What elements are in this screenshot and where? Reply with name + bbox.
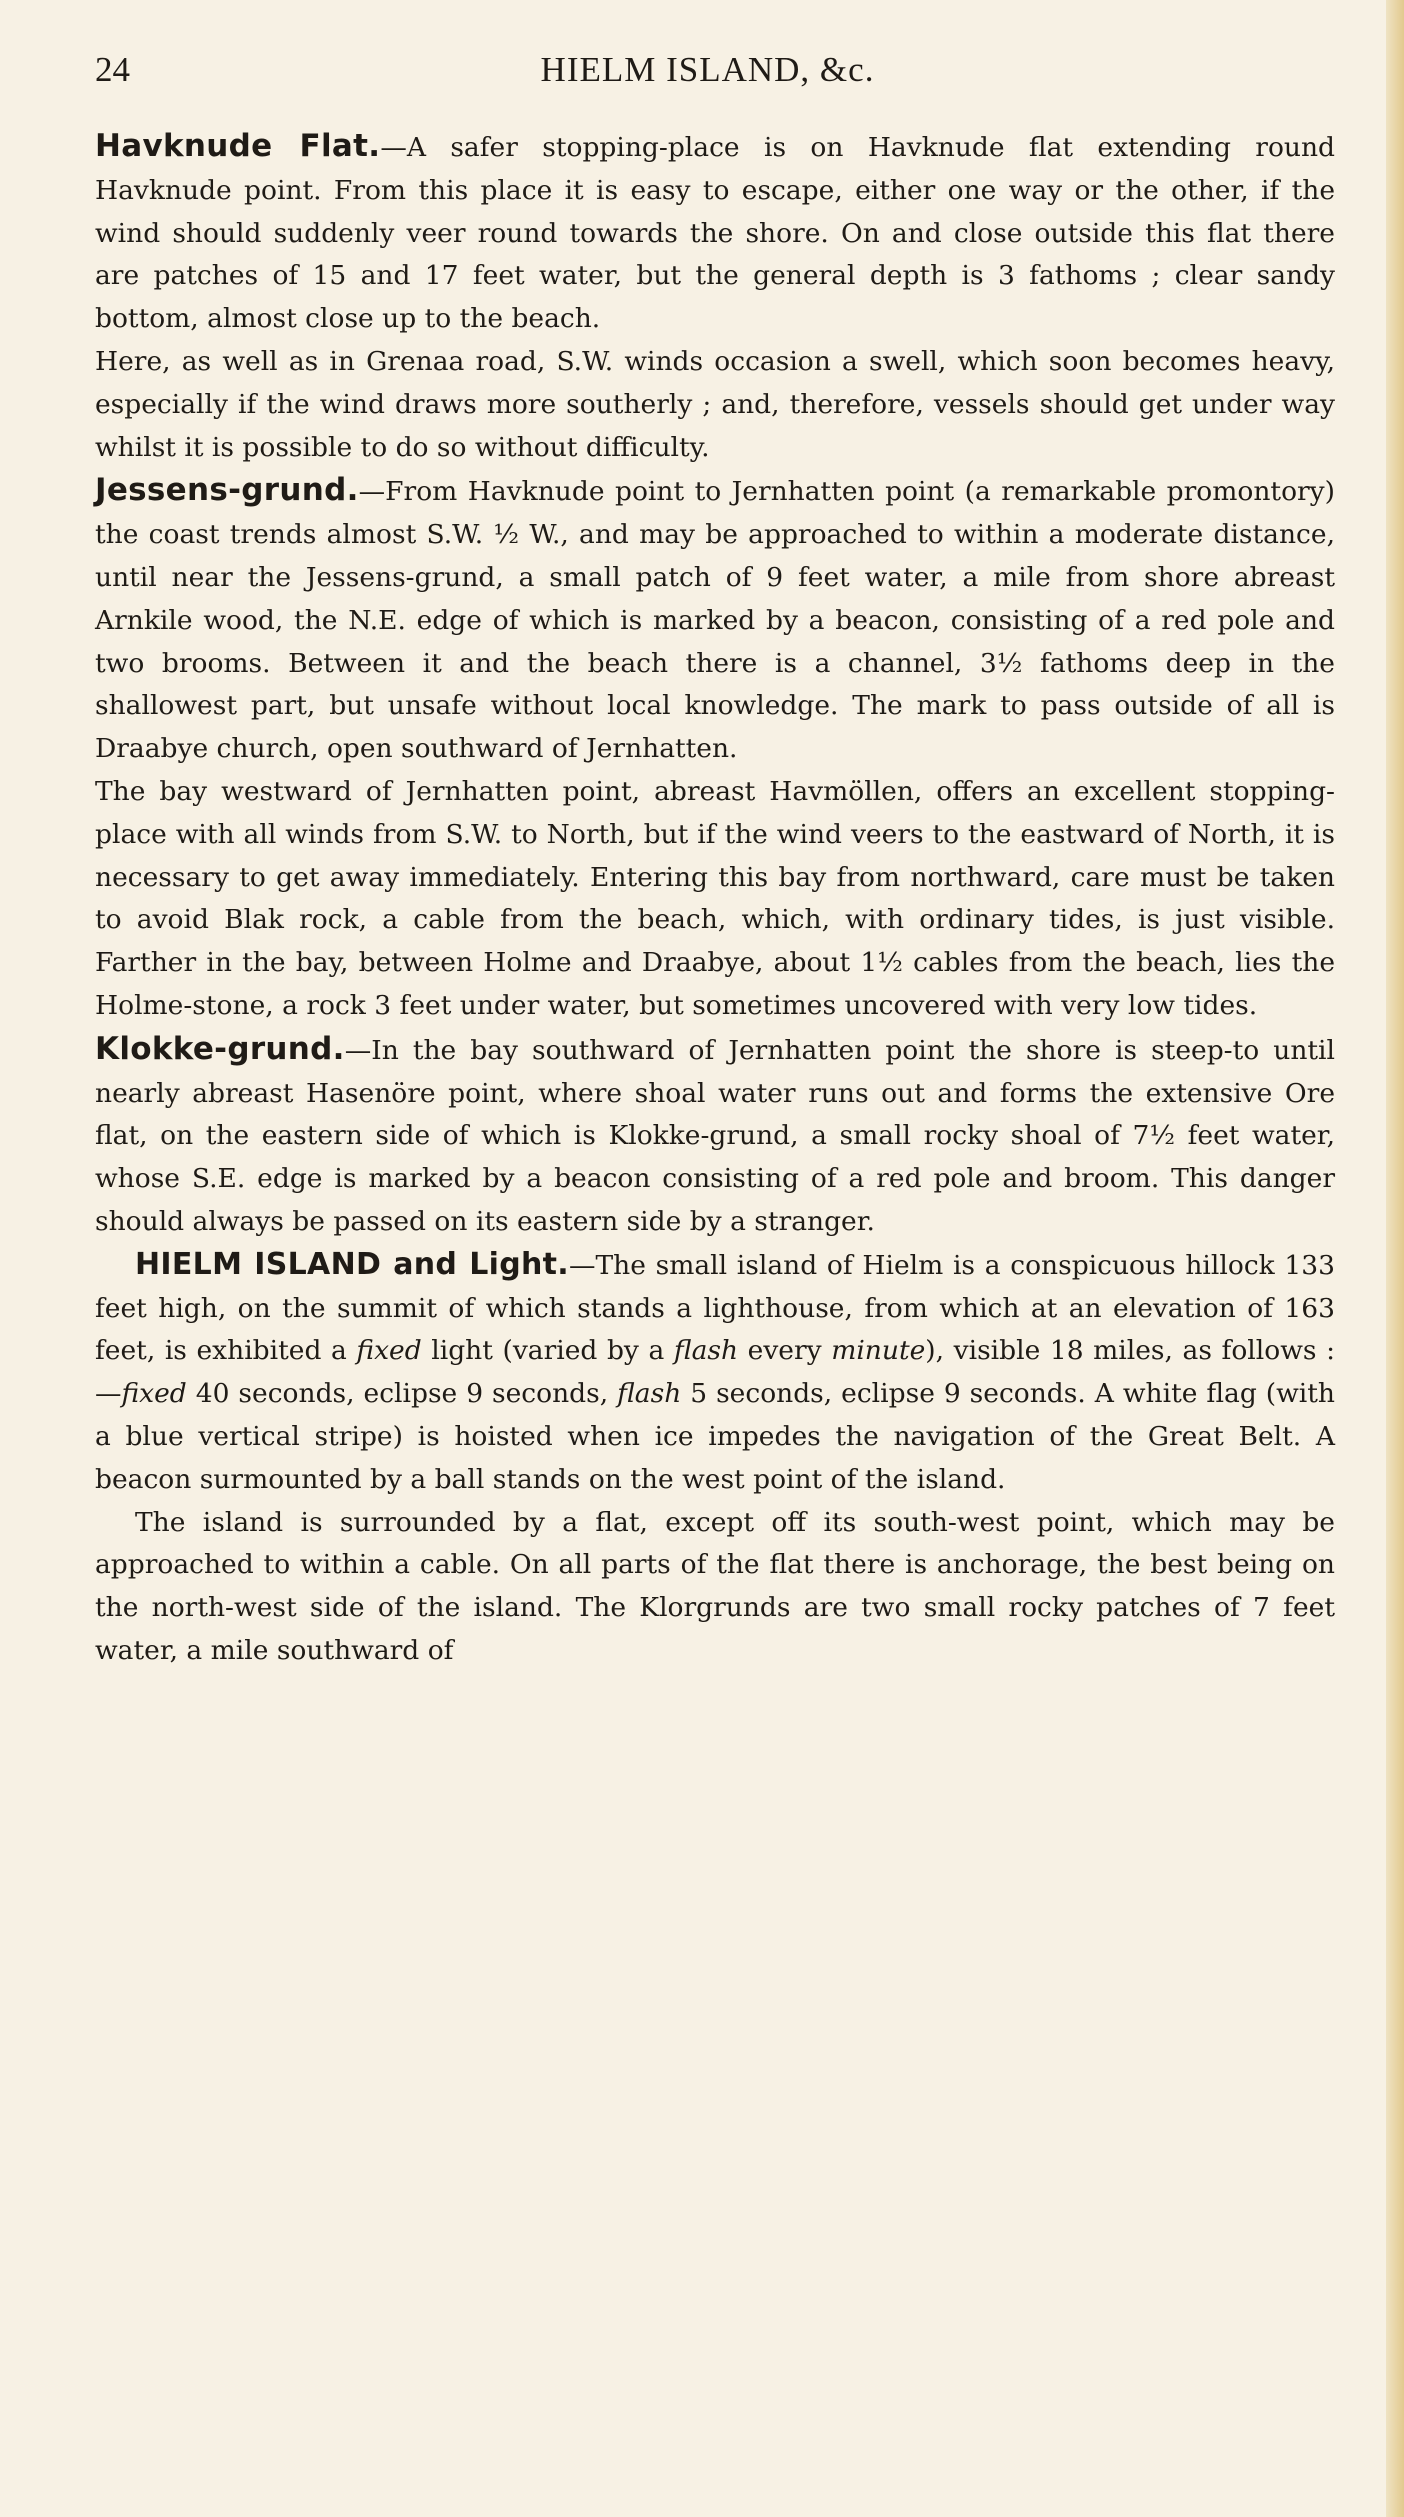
paragraph-text: Here, as well as in Grenaa road, S.W. winds occasion a swell, which soon becomes heavy, especially if the wind draws more southerly ; and, therefore, vessels should get under way whilst it is possible to do so without difficulty. [95,345,1335,463]
paragraph-hielm-island [95,1244,1335,1502]
text-run: ), visible 18 miles, as follows :— [95,1335,1336,1410]
paragraph-havknude-flat [95,125,1335,341]
paragraph-text: —From Havknude point to Jernhatten point (a remarkable promontory) the coast trends almost S.W. ½ W., and may be approached to within a moderate distance, until near the Jessens-grund, a small patch of 9 feet water, a mile from shore abreast Arnkile wood, the N.E. edge of which is marked by a beacon, consisting of a red pole and two brooms. Between it and the beach there is a channel, 3½ fathoms deep in the shallowest part, but unsafe without local knowledge. The mark to pass outside of all is Draabye church, open southward of Jernhatten. [95,476,1335,765]
paragraph-jernhatten-bay [95,771,1335,1028]
section-heading-jessens-grund: Jessens-grund. [95,472,359,509]
paragraph-text: —A safer stopping-place is on Havknude flat extending round Havknude point. From this place it is easy to escape, either one way or the other, if the wind should suddenly veer round towards the shore. On and close outside this flat there are patches of 15 and 17 feet water, but the general depth is 3 fathoms ; clear sandy bottom, almost close up to the beach. [95,132,1335,335]
running-title: HIELM ISLAND, &c. [540,50,875,89]
italic-term: flash [617,1378,682,1410]
body-text [95,125,1335,1673]
paragraph-text: The bay westward of Jernhatten point, abreast Havmöllen, offers an excellent stopping-place with all winds from S.W. to North, but if the wind veers to the eastward of North, it is necessary to get away immediately. Entering this bay from northward, care must be taken to avoid Blak rock, a cable from the beach, which, with ordinary tides, is just visible. Farther in the bay, between Holme and Draabye, about 1½ cables from the beach, lies the Holme-stone, a rock 3 feet under water, but sometimes uncovered with very low tides. [95,775,1335,1021]
page-edge [1386,0,1404,2517]
text-run: every [738,1335,832,1367]
paragraph-jessens-grund [95,469,1335,771]
section-heading-havknude-flat: Havknude Flat. [95,128,381,164]
section-heading-hielm-island: HIELM ISLAND and Light. [135,1246,569,1282]
italic-term: fixed [356,1335,422,1367]
page-header [95,40,1320,100]
paragraph-text: —In the bay southward of Jernhatten point the shore is steep-to until nearly abreast Hasenöre point, where shoal water runs out and forms the extensive Ore flat, on the eastern side of which is Klokke-grund, a small rocky shoal of 7½ feet water, whose S.E. edge is marked by a beacon consisting of a red pole and broom. This danger should always be passed on its eastern side by a stranger. [95,1034,1335,1237]
text-run: 5 seconds, eclipse 9 seconds. A white flag (with a blue vertical stripe) is hoisted when ice impedes the navigation of the Great Belt. A beacon surmounted by a ball stands on the west point of the island. [95,1378,1335,1495]
paragraph-swell [95,341,1335,469]
paragraph-island-flat [95,1502,1335,1673]
paragraph-text: The island is surrounded by a flat, except off its south-west point, which may be approached to within a cable. On all parts of the flat there is anchorage, the best being on the north-west side of the island. The Klorgrunds are two small rocky patches of 7 feet water, a mile southward of [95,1506,1335,1666]
italic-term: fixed [121,1378,187,1410]
text-run: —The small island of Hielm is a conspicuous hillock 133 feet high, on the summit of which stands a lighthouse, from which at an elevation of 163 feet, is exhibited a [95,1249,1335,1367]
text-run: light (varied by a [421,1335,674,1367]
italic-term: flash [673,1335,739,1367]
text-run: 40 seconds, eclipse 9 seconds, [186,1378,618,1410]
section-heading-klokke-grund: Klokke-grund. [95,1030,345,1067]
italic-term: minute [831,1335,926,1367]
page-number: 24 [95,50,130,89]
paragraph-klokke-grund [95,1028,1335,1244]
